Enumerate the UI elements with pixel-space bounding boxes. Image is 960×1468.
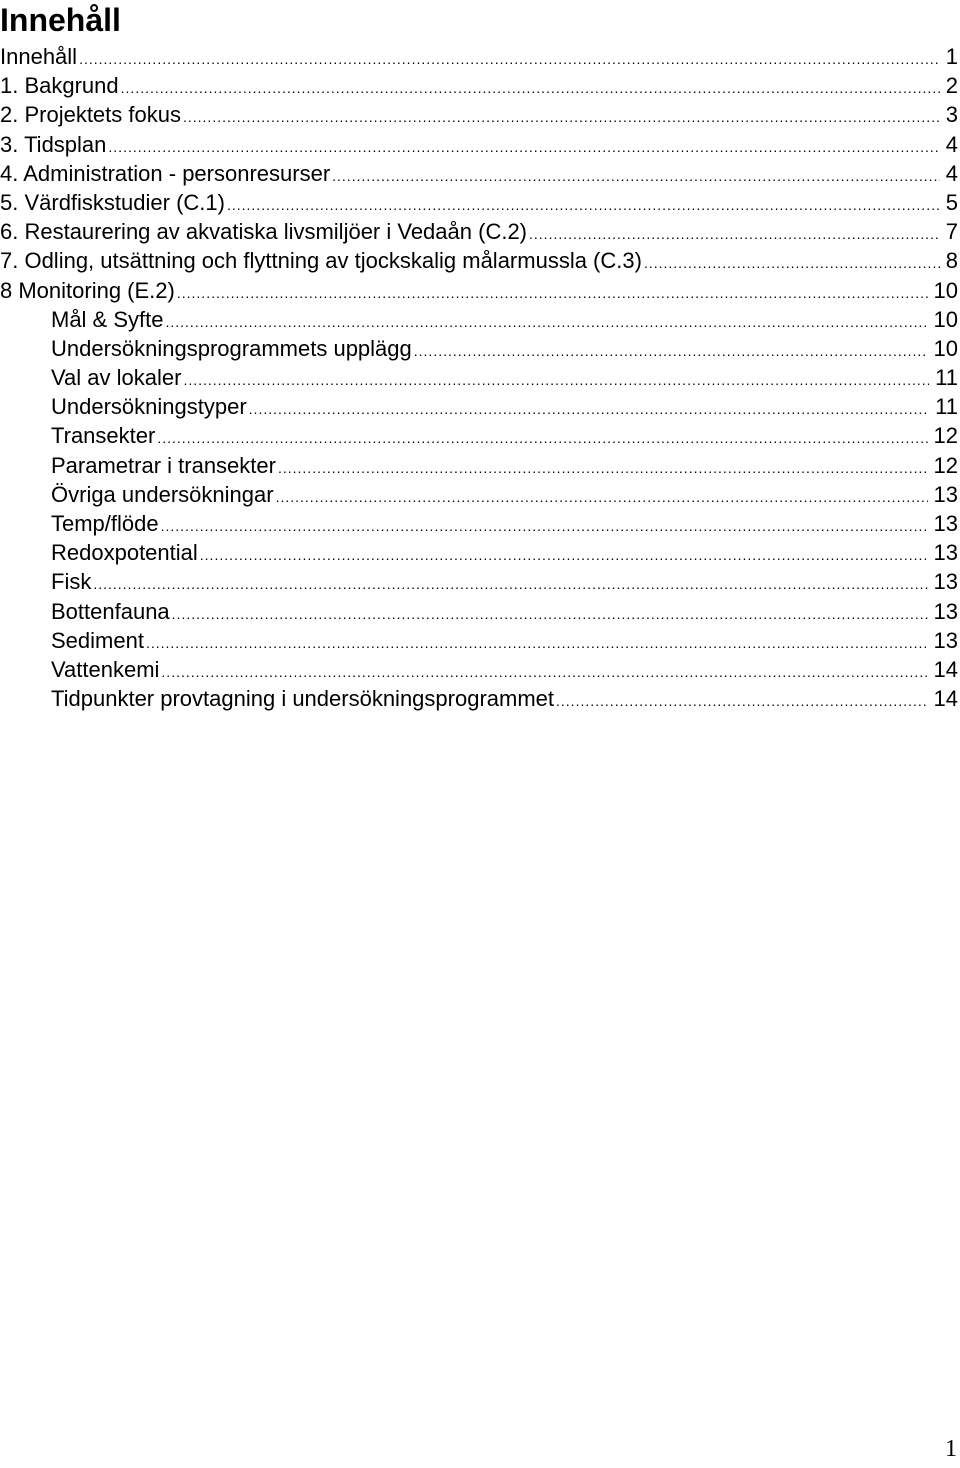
toc-entry-text: Temp/flöde xyxy=(51,511,159,536)
toc-leader-dots xyxy=(93,577,927,591)
toc-entry-text: Transekter xyxy=(51,423,156,449)
toc-title: Innehåll xyxy=(0,2,121,38)
toc-entry[interactable] xyxy=(0,363,960,392)
toc-entry-page: 8 xyxy=(945,248,958,274)
toc-entry[interactable] xyxy=(0,626,960,655)
toc-leader-dots xyxy=(183,373,929,387)
toc-leader-dots xyxy=(157,431,927,445)
toc-leader-dots xyxy=(556,694,928,708)
page-number: 1 xyxy=(945,1436,957,1462)
toc-entry-page: 1 xyxy=(945,44,958,69)
toc-leader-dots xyxy=(276,490,928,504)
toc-leader-dots xyxy=(146,636,928,650)
toc-entry[interactable] xyxy=(0,130,960,159)
toc-entry-text: 8 Monitoring (E.2) xyxy=(0,277,175,303)
toc-entry-text: Val av lokaler xyxy=(51,365,182,391)
toc-entry-text: Fisk xyxy=(51,569,92,595)
toc-entry-page: 14 xyxy=(933,686,958,712)
toc-entry-page: 13 xyxy=(933,598,958,624)
toc-leader-dots xyxy=(79,52,940,66)
toc-entry-page: 7 xyxy=(945,219,958,245)
toc-leader-dots xyxy=(227,198,940,212)
toc-leader-dots xyxy=(200,548,928,562)
toc-entry-page: 4 xyxy=(945,131,958,157)
toc-entry-page: 10 xyxy=(933,335,958,361)
toc-entry[interactable] xyxy=(0,246,960,275)
toc-entry[interactable] xyxy=(0,334,960,363)
toc-entry[interactable] xyxy=(0,100,960,129)
toc-entry-page: 13 xyxy=(933,511,958,536)
toc-entry-text: 6. Restaurering av akvatiska livsmiljöer i Vedaån (C.2) xyxy=(0,219,528,245)
toc-entry-page: 5 xyxy=(945,189,958,215)
toc-entry-text: Vattenkemi xyxy=(51,656,160,682)
toc-entry-text: Undersökningsprogrammets upplägg xyxy=(51,335,412,361)
toc-entry[interactable] xyxy=(0,597,960,626)
toc-entry-page: 13 xyxy=(933,540,958,566)
toc-entry[interactable] xyxy=(0,480,960,509)
toc-entry-text: Övriga undersökningar xyxy=(51,481,274,507)
toc-entry[interactable] xyxy=(0,538,960,567)
toc-entry-text: Parametrar i transekter xyxy=(51,452,276,478)
toc-entry-text: Bottenfauna xyxy=(51,598,170,624)
toc-entry[interactable] xyxy=(0,655,960,684)
toc-entry-page: 13 xyxy=(933,627,958,653)
toc-entry-text: Undersökningstyper xyxy=(51,394,247,420)
toc-entry-text: Tidpunkter provtagning i undersökningsprogrammet xyxy=(51,686,555,712)
toc-leader-dots xyxy=(278,461,928,475)
toc-leader-dots xyxy=(332,169,940,183)
toc-entry[interactable] xyxy=(0,421,960,450)
toc-entry-text: 5. Värdfiskstudier (C.1) xyxy=(0,189,225,215)
toc-entry[interactable] xyxy=(0,684,960,713)
toc-entry-page: 10 xyxy=(933,277,958,303)
toc-entry[interactable] xyxy=(0,71,960,100)
toc-entry-text: Sediment xyxy=(51,627,144,653)
toc-leader-dots xyxy=(529,227,940,241)
toc-leader-dots xyxy=(161,519,928,533)
toc-leader-dots xyxy=(108,140,939,154)
toc-entry-page: 4 xyxy=(945,160,958,186)
toc-leader-dots xyxy=(249,402,929,416)
toc-leader-dots xyxy=(121,81,940,95)
toc-entry[interactable] xyxy=(0,217,960,246)
toc-list xyxy=(0,42,960,713)
toc-entry-page: 12 xyxy=(933,423,958,449)
toc-leader-dots xyxy=(177,286,928,300)
toc-leader-dots xyxy=(183,110,940,124)
toc-entry-page: 3 xyxy=(945,102,958,128)
toc-entry[interactable] xyxy=(0,188,960,217)
toc-leader-dots xyxy=(414,344,928,358)
toc-entry[interactable] xyxy=(0,42,960,71)
toc-entry[interactable] xyxy=(0,276,960,305)
toc-entry-text: 1. Bakgrund xyxy=(0,73,119,99)
toc-entry-page: 2 xyxy=(945,73,958,99)
toc-entry[interactable] xyxy=(0,392,960,421)
toc-entry-text: 3. Tidsplan xyxy=(0,131,107,157)
toc-entry-text: 4. Administration - personresurser xyxy=(0,160,331,186)
toc-entry-text: Redoxpotential xyxy=(51,540,198,566)
toc-entry[interactable] xyxy=(0,451,960,480)
toc-entry-page: 14 xyxy=(933,656,958,682)
toc-leader-dots xyxy=(172,607,928,621)
toc-entry-text: 2. Projektets fokus xyxy=(0,102,181,128)
toc-entry-page: 12 xyxy=(933,452,958,478)
toc-entry-text: Mål & Syfte xyxy=(51,306,164,332)
toc-leader-dots xyxy=(161,665,927,679)
toc-entry-page: 11 xyxy=(935,394,958,420)
toc-entry[interactable] xyxy=(0,305,960,334)
toc-entry-text: Innehåll xyxy=(0,44,78,69)
toc-entry[interactable] xyxy=(0,567,960,596)
toc-entry-page: 10 xyxy=(933,306,958,332)
toc-entry-text: 7. Odling, utsättning och flyttning av tjockskalig målarmussla (C.3) xyxy=(0,248,642,274)
toc-leader-dots xyxy=(165,315,927,329)
toc-entry-page: 11 xyxy=(935,365,958,391)
toc-entry[interactable] xyxy=(0,509,960,538)
toc-entry-page: 13 xyxy=(933,481,958,507)
toc-entry[interactable] xyxy=(0,159,960,188)
toc-entry-page: 13 xyxy=(933,569,958,595)
toc-leader-dots xyxy=(644,256,940,270)
